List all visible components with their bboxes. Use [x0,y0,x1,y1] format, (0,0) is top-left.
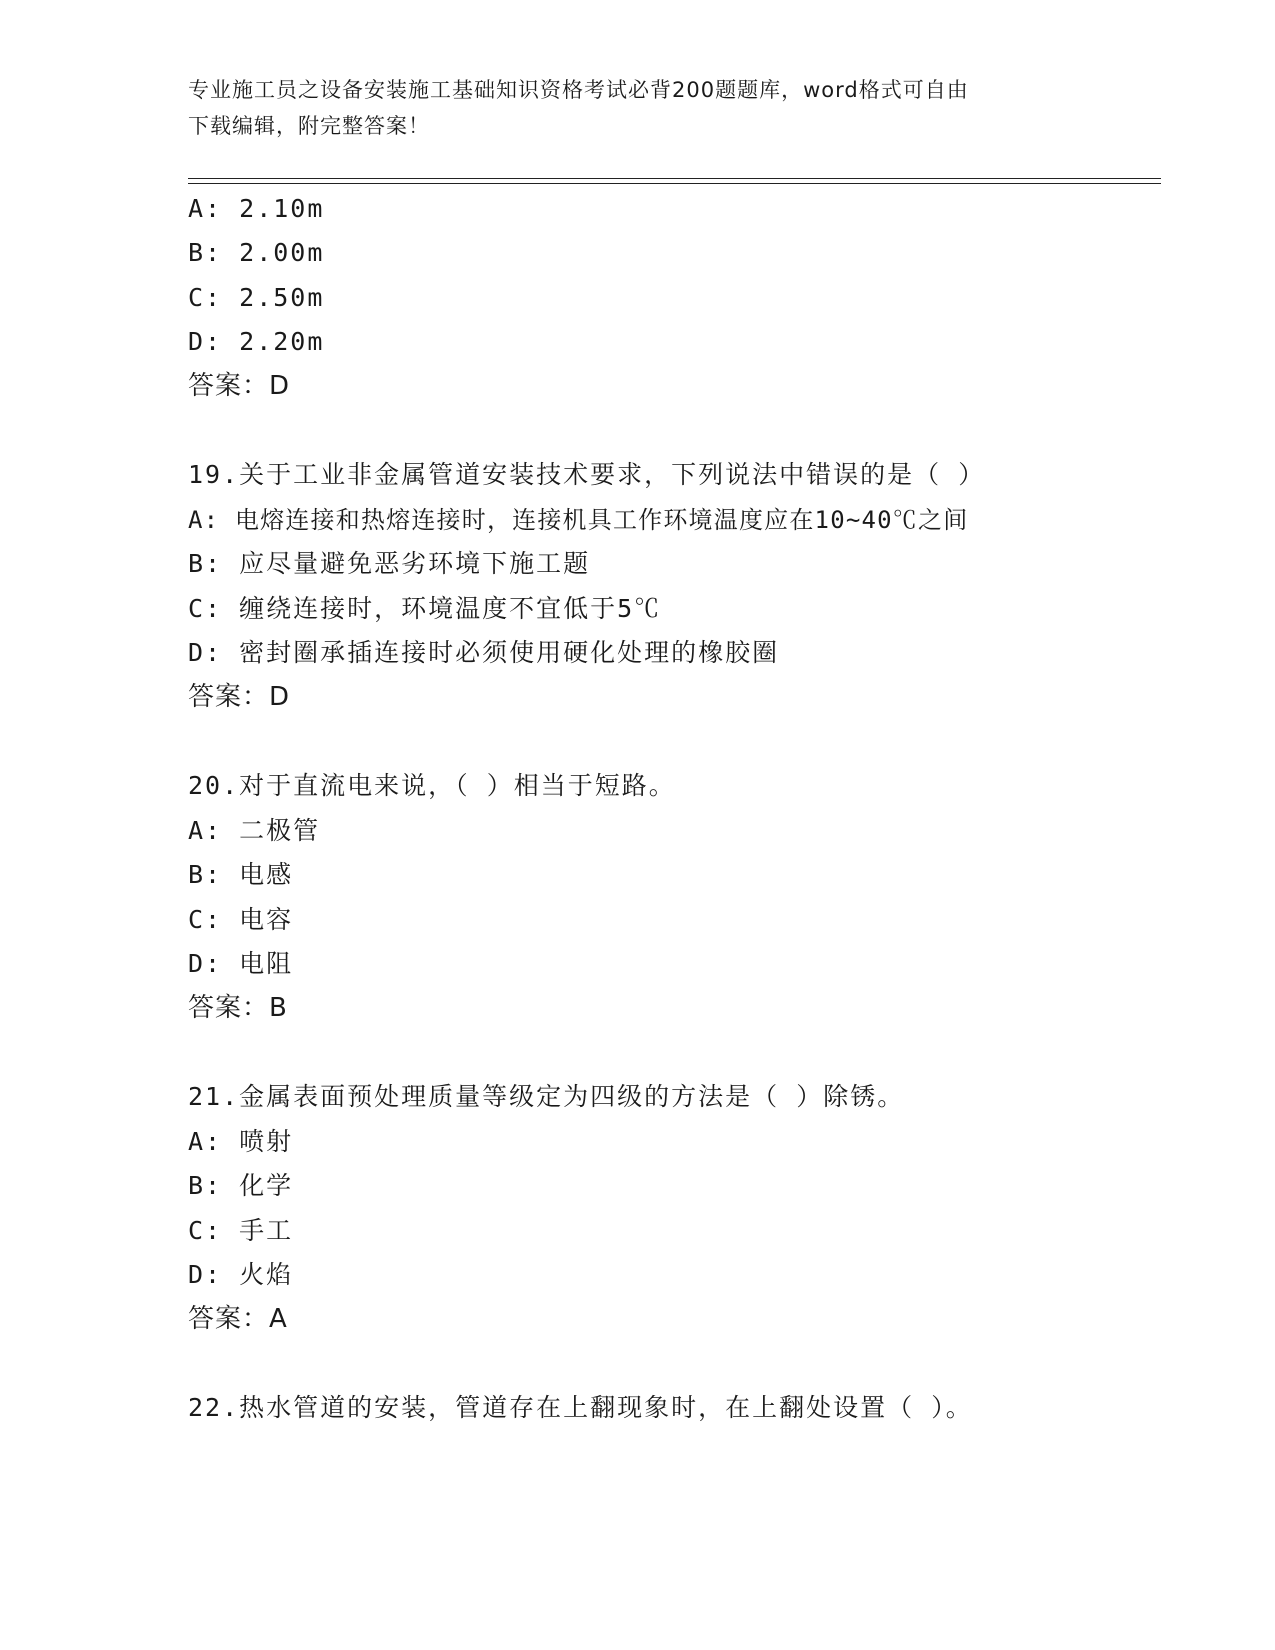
q20-option-c: C: 电容 [188,905,294,934]
header-line-2: 下载编辑，附完整答案！ [188,114,430,138]
q21-option-b: B: 化学 [188,1171,294,1200]
q19-question: 19.关于工业非金属管道安装技术要求，下列说法中错误的是（ ） [188,460,986,489]
q20-answer: 答案：B [188,993,288,1023]
q21-question: 21.金属表面预处理质量等级定为四级的方法是（ ）除锈。 [188,1082,905,1111]
q18-option-b: B: 2.00m [188,238,325,267]
q18-option-c: C: 2.50m [188,283,325,312]
q22-question: 22.热水管道的安装，管道存在上翻现象时，在上翻处设置（ ）。 [188,1393,973,1422]
q21-option-d: D: 火焰 [188,1260,294,1289]
q19-option-a: A: 电熔连接和热熔连接时，连接机具工作环境温度应在10~40℃之间 [188,506,969,534]
header-divider-bottom [188,183,1161,184]
header-divider-top [188,178,1161,179]
q20-question: 20.对于直流电来说，（ ）相当于短路。 [188,771,676,800]
q19-option-c: C: 缠绕连接时，环境温度不宜低于5℃ [188,594,662,623]
q19-option-b: B: 应尽量避免恶劣环境下施工题 [188,549,591,578]
q19-option-d: D: 密封圈承插连接时必须使用硬化处理的橡胶圈 [188,638,780,667]
q18-option-a: A: 2.10m [188,194,325,223]
q20-option-a: A: 二极管 [188,816,321,845]
q18-option-d: D: 2.20m [188,327,325,356]
header-line-1: 专业施工员之设备安装施工基础知识资格考试必背200题题库，word格式可自由 [188,78,969,102]
q20-option-b: B: 电感 [188,860,294,889]
q21-option-a: A: 喷射 [188,1127,294,1156]
q18-answer: 答案：D [188,371,291,401]
document-header [188,72,1088,144]
q20-option-d: D: 电阻 [188,949,294,978]
q21-answer: 答案：A [188,1304,288,1334]
q21-option-c: C: 手工 [188,1216,294,1245]
q19-answer: 答案：D [188,682,291,712]
